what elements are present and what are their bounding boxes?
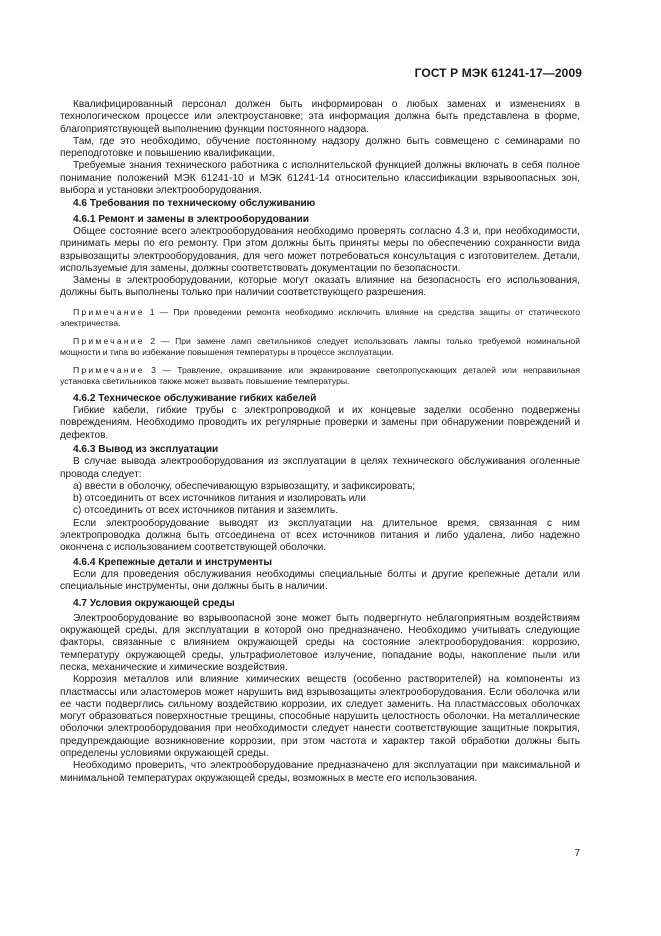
section-heading-4-7: 4.7 Условия окружающей среды — [73, 597, 235, 609]
section-heading-4-6-1: 4.6.1 Ремонт и замены в электрооборудовании — [73, 213, 309, 225]
list-item: c) отсоединить от всех источников питания и заземлить. — [73, 505, 338, 517]
note-number: 1 — — [144, 306, 174, 317]
note-number: 3 — — [144, 364, 178, 375]
paragraph: Необходимо проверить, что электрооборудование предназначено для эксплуатации при максимальной и минимальной температурах окружающей среды, возможных в месте его использования. — [60, 760, 580, 784]
note-2 — [60, 336, 580, 358]
section-heading-4-6-2: 4.6.2 Техническое обслуживание гибких кабелей — [73, 392, 317, 404]
note-3 — [60, 365, 580, 387]
note-label: Примечание — [73, 364, 145, 375]
paragraph: Квалифицированный персонал должен быть информирован о любых заменах и изменениях в технологическом процессе или электроустановке; эта информация должна быть представлена в форме, благоприятствующей выполнению функции постоянного надзора. — [60, 99, 580, 135]
section-heading-4-6-3: 4.6.3 Вывод из эксплуатации — [73, 443, 219, 455]
section-heading-4-6-4: 4.6.4 Крепежные детали и инструменты — [73, 556, 273, 568]
note-label: Примечание — [73, 335, 145, 346]
paragraph: В случае вывода электрооборудования из эксплуатации в целях технического обслуживания оголенные провода следует: — [60, 456, 580, 480]
page-number: 7 — [574, 848, 580, 859]
note-number: 2 — — [144, 335, 176, 346]
note-text: Травление, окрашивание или экранирование светопропускающих деталей или неправильная установка светильников также может вызвать повышение температуры. — [60, 364, 580, 386]
document-code: ГОСТ Р МЭК 61241-17—2009 — [414, 66, 582, 80]
section-heading-4-6: 4.6 Требования по техническому обслуживанию — [73, 198, 316, 210]
paragraph: Если для проведения обслуживания необходимы специальные болты и другие крепежные детали или специальные инструменты, они должны быть в наличии. — [60, 568, 580, 593]
note-text: При замене ламп светильников следует использовать лампы только требуемой номинальной мощности и типа во избежание повышения температуры в процессе эксплуатации. — [60, 335, 580, 357]
paragraph: Электрооборудование во взрывоопасной зоне может быть подвергнуто неблагоприятным воздействиям окружающей среды, для эксплуатации в которой оно предназначено. Необходимо учитывать следующие факторы, связанные с влиянием окружающей среды на состояние электрооборудования: коррозию, температуру окружающей среды, ультрафиолетовое излучение, попадание воды, накопление пыли или песка, механические и химические воздействия. — [60, 612, 580, 673]
paragraph: Общее состояние всего электрооборудования необходимо проверять согласно 4.3 и, при необходимости, принимать меры по его ремонту. При этом должны быть приняты меры по обеспечению сохранности вида взрывозащиты электрооборудования, для чего может потребоваться консультация с изготовителем. Детали, используемые для замены, должны соответствовать документации по безопасности. — [60, 225, 580, 274]
list-item: b) отсоединить от всех источников питания и изолировать или — [73, 493, 366, 505]
paragraph: Требуемые знания технического работника с исполнительской функцией должны включать в себя полное понимание положений МЭК 61241-10 и МЭК 61241-14 относительно классификации взрывоопасных зон, выбора и установки электрооборудования. — [60, 160, 580, 197]
paragraph: Гибкие кабели, гибкие трубы с электропроводкой и их концевые заделки особенно подвержены повреждениям. Необходимо проводить их регулярные проверки и замены при обнаружении повреждений и дефектов. — [60, 405, 580, 441]
list-item: a) ввести в оболочку, обеспечивающую взрывозащиту, и зафиксировать; — [73, 480, 416, 492]
note-text: При проведении ремонта необходимо исключить влияние на средства защиты от статического электричества. — [60, 306, 580, 328]
paragraph: Коррозия металлов или влияние химических веществ (особенно растворителей) на компоненты из пластмассы или эластомеров может нарушить вид взрывозащиты электрооборудования. Если оболочка или ее части подверглись сильному воздействию коррозии, их следует заменить. На пластмассовых оболочках могут образоваться поверхностные трещины, способные нарушить целостность оболочки. На металлические оболочки электрооборудования при необходимости следует нанести соответствующие защитные покрытия, предупреждающие возникновение коррозии, при этом частота и характер такой обработки должны быть определены условиями окружающей среды. — [60, 674, 580, 760]
paragraph: Если электрооборудование выводят из эксплуатации на длительное время, связанная с ним электропроводка должна быть отсоединена от всех источников питания и либо удалена, либо надежно окончена с использованием соответствующей оболочки. — [60, 517, 580, 554]
page-body — [60, 99, 580, 785]
paragraph: Там, где это необходимо, обучение постоянному надзору должно быть совмещено с семинарами по переподготовке и повышению квалификации. — [60, 135, 580, 160]
note-1 — [60, 307, 580, 329]
list — [60, 481, 580, 518]
note-label: Примечание — [73, 306, 145, 317]
paragraph: Замены в электрооборудовании, которые могут оказать влияние на безопасность его использования, должны быть выполнены только при наличии соответствующего разрешения. — [60, 275, 580, 299]
